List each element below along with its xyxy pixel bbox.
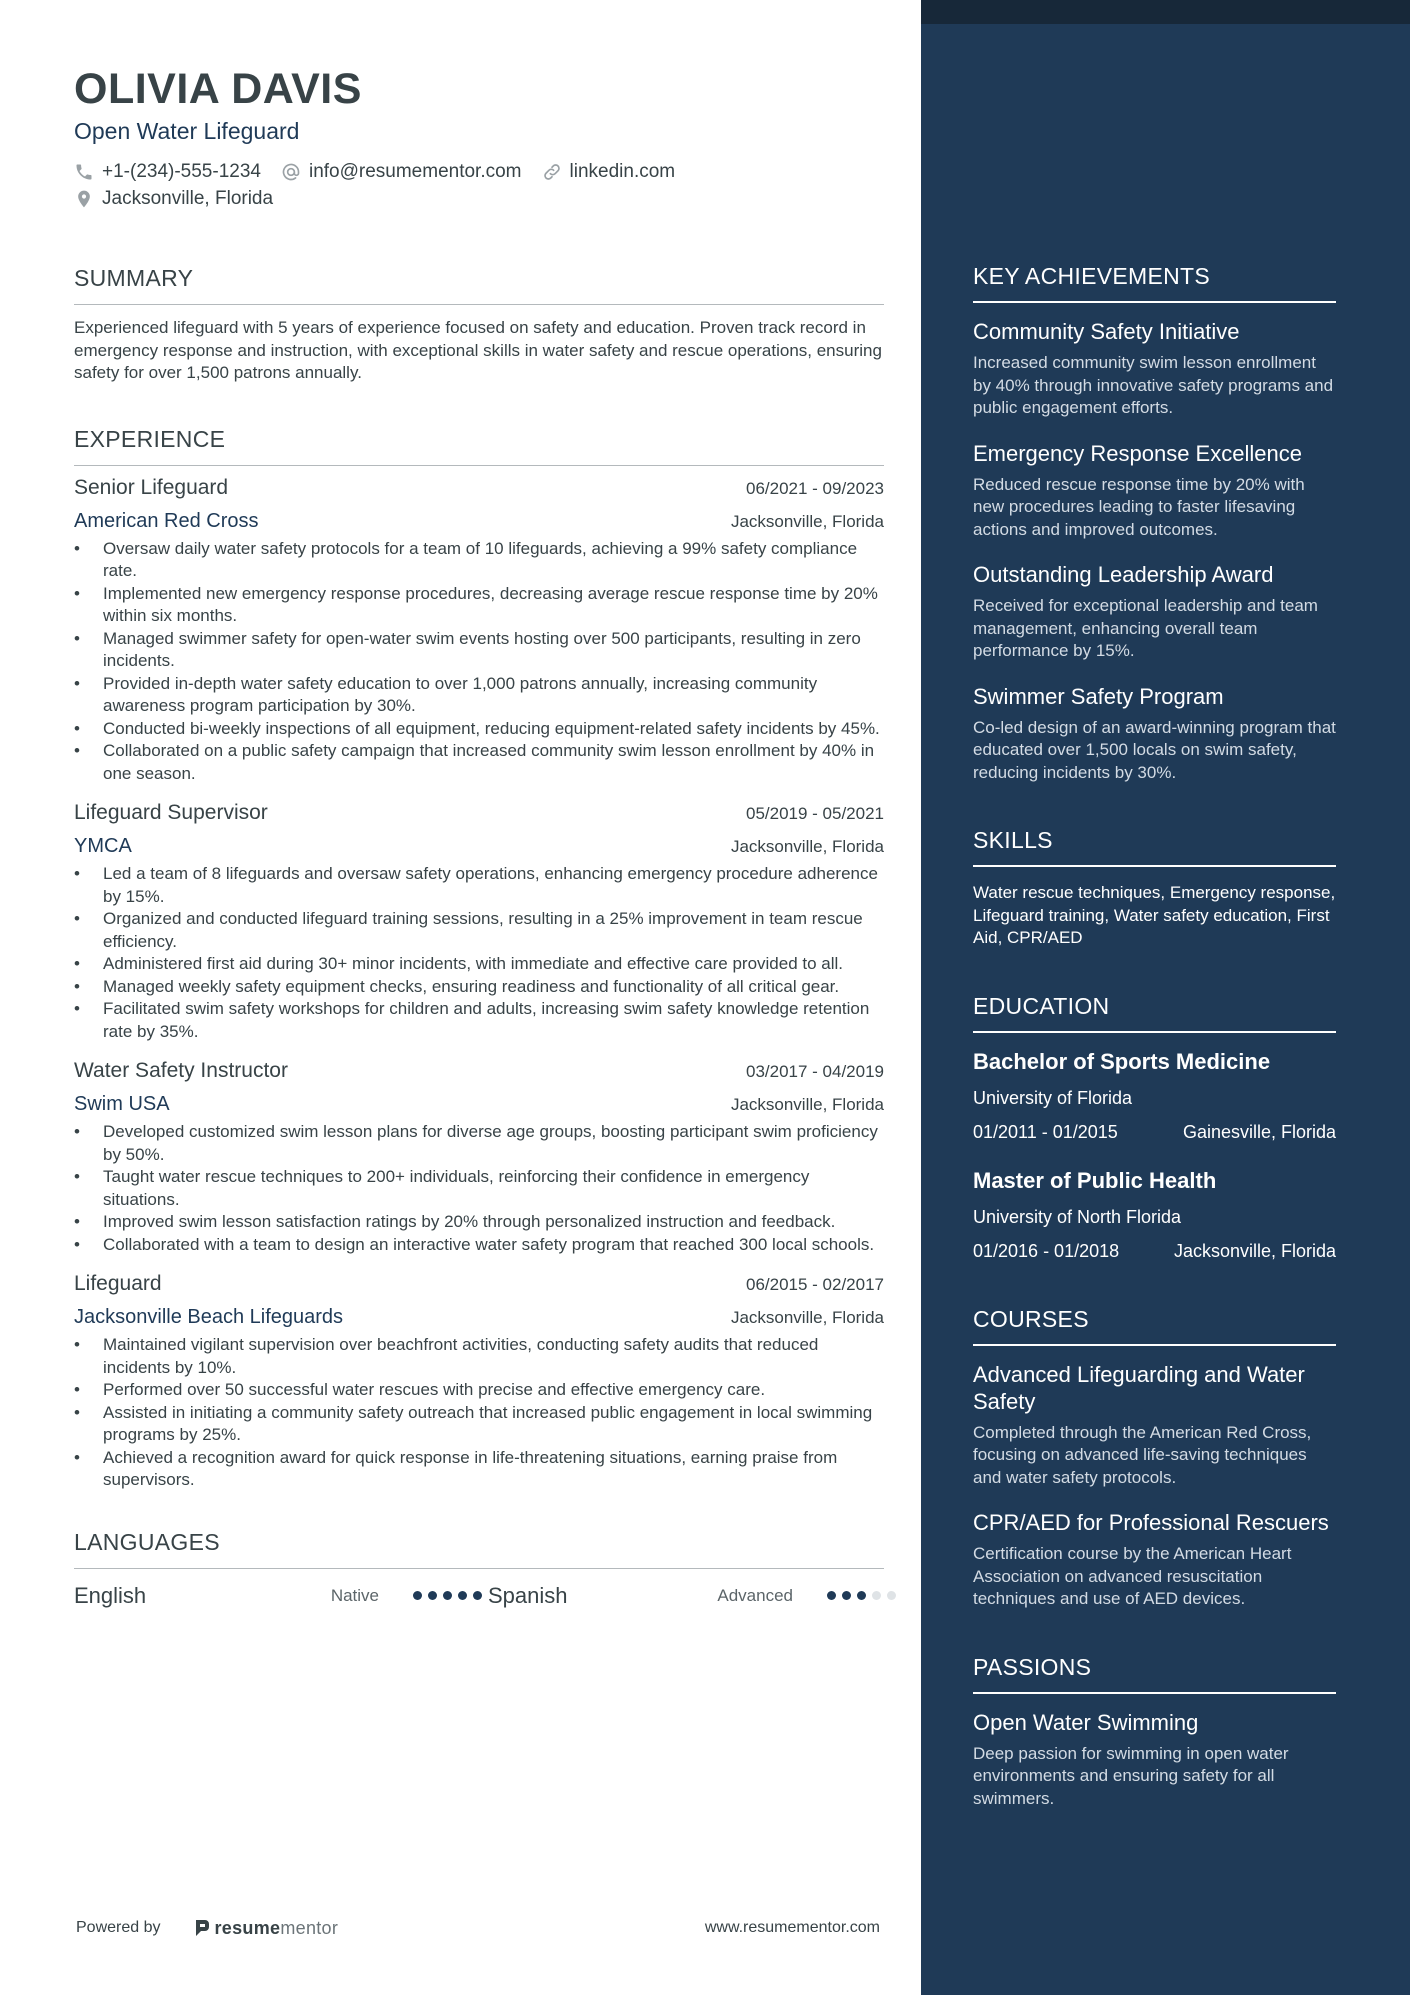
job-company: Jacksonville Beach Lifeguards xyxy=(74,1306,344,1328)
proficiency-dot-filled xyxy=(827,1591,836,1600)
education-item xyxy=(973,1167,1336,1263)
powered-by-label: Powered by xyxy=(76,1919,161,1936)
skills-heading: SKILLS xyxy=(973,826,1336,867)
job-bullet: • Maintained vigilant supervision over beachfront activities, conducting safety audits that reduced incidents by 10%. xyxy=(74,1334,884,1379)
education-dates: 01/2011 - 01/2015 xyxy=(973,1121,1118,1142)
job-role: Senior Lifeguard xyxy=(74,475,229,499)
job-bullet: • Taught water rescue techniques to 200+ individuals, reinforcing their confidence in emergency situations. xyxy=(74,1166,884,1211)
job-bullet: • Managed weekly safety equipment checks, ensuring readiness and functionality of all critical gear. xyxy=(74,976,884,999)
experience-section xyxy=(74,425,884,1492)
job-dates: 06/2021 - 09/2023 xyxy=(745,478,884,498)
language-item xyxy=(74,1583,488,1609)
job-bullet: • Led a team of 8 lifeguards and oversaw safety operations, enhancing emergency procedure adherence by 15%. xyxy=(74,863,884,908)
contact-location-text: Jacksonville, Florida xyxy=(102,188,274,209)
job-entry xyxy=(74,1270,884,1492)
proficiency-dot-filled xyxy=(857,1591,866,1600)
skills-section xyxy=(973,826,1336,950)
proficiency-dot-filled xyxy=(428,1591,437,1600)
education-heading: EDUCATION xyxy=(973,992,1336,1033)
job-location: Jacksonville, Florida xyxy=(730,1095,884,1114)
main-column xyxy=(74,64,884,1611)
job-bullet: • Collaborated with a team to design an interactive water safety program that reached 300 local schools. xyxy=(74,1234,884,1257)
proficiency-dot-empty xyxy=(887,1591,896,1600)
job-bullet: • Organized and conducted lifeguard training sessions, resulting in a 25% improvement in team rescue efficiency. xyxy=(74,908,884,953)
job-company: American Red Cross xyxy=(74,509,259,532)
course-desc: Certification course by the American Heart Association on advanced resuscitation techniques and use of AED devices. xyxy=(973,1544,1292,1608)
contact-linkedin[interactable] xyxy=(542,158,676,185)
achievements-heading: KEY ACHIEVEMENTS xyxy=(973,262,1336,303)
location-pin-icon xyxy=(74,189,94,209)
proficiency-dot-filled xyxy=(443,1591,452,1600)
sidebar-top-band xyxy=(921,0,1410,24)
summary-heading: SUMMARY xyxy=(74,264,884,305)
summary-section xyxy=(74,264,884,385)
education-school: University of North Florida xyxy=(973,1206,1182,1227)
job-company: YMCA xyxy=(74,835,132,857)
education-school: University of Florida xyxy=(973,1087,1133,1108)
course-title: Advanced Lifeguarding and Water Safety xyxy=(973,1361,1305,1414)
job-entry xyxy=(74,799,884,1043)
job-bullet: • Assisted in initiating a community safety outreach that increased public engagement in local swimming programs by 25%. xyxy=(74,1402,884,1447)
education-item xyxy=(973,1048,1336,1144)
website-link[interactable]: www.resumementor.com xyxy=(704,1919,880,1936)
footer xyxy=(76,1913,880,1943)
skills-text: Water rescue techniques, Emergency response, Lifeguard training, Water safety education, First Aid, CPR/AED xyxy=(973,883,1336,947)
job-bullet: • Achieved a recognition award for quick response in life-threatening situations, earning praise from supervisors. xyxy=(74,1447,884,1492)
achievement-desc: Received for exceptional leadership and team management, enhancing overall team performance by 15%. xyxy=(973,596,1318,660)
language-name: English xyxy=(74,1582,147,1608)
job-dates: 06/2015 - 02/2017 xyxy=(745,1275,884,1294)
achievement-item xyxy=(973,440,1336,542)
passions-heading: PASSIONS xyxy=(973,1653,1336,1694)
language-item xyxy=(488,1583,902,1609)
proficiency-dot-filled xyxy=(842,1591,851,1600)
job-role: Water Safety Instructor xyxy=(74,1059,288,1082)
education-location: Gainesville, Florida xyxy=(1182,1121,1336,1142)
brand-logo[interactable] xyxy=(193,1918,339,1939)
contact-list xyxy=(74,158,774,212)
brand-light: mentor xyxy=(280,1917,339,1938)
course-item xyxy=(973,1509,1336,1611)
achievements-section xyxy=(973,262,1336,784)
job-bullets xyxy=(74,1121,884,1256)
candidate-title: Open Water Lifeguard xyxy=(74,118,300,144)
at-icon xyxy=(281,162,301,182)
job-entry xyxy=(74,1057,884,1256)
education-location: Jacksonville, Florida xyxy=(1173,1240,1336,1261)
candidate-name: OLIVIA DAVIS xyxy=(74,65,362,113)
contact-phone[interactable] xyxy=(74,158,261,185)
language-level: Native xyxy=(330,1585,379,1605)
job-company: Swim USA xyxy=(74,1093,170,1115)
job-location: Jacksonville, Florida xyxy=(730,1308,884,1327)
contact-email-text: info@resumementor.com xyxy=(308,161,522,182)
languages-section xyxy=(74,1528,884,1611)
job-bullet: • Facilitated swim safety workshops for children and adults, increasing swim safety knowledge retention rate by 35%. xyxy=(74,998,884,1043)
passion-desc: Deep passion for swimming in open water environments and ensuring safety for all swimmers. xyxy=(973,1743,1289,1808)
job-bullet: • Performed over 50 successful water rescues with precise and effective emergency care. xyxy=(74,1379,884,1402)
proficiency-dot-empty xyxy=(872,1591,881,1600)
course-item xyxy=(973,1361,1336,1490)
job-bullet: • Improved swim lesson satisfaction ratings by 20% through personalized instruction and feedback. xyxy=(74,1211,884,1234)
passion-title: Open Water Swimming xyxy=(973,1709,1199,1735)
job-bullet: • Implemented new emergency response procedures, decreasing average rescue response time by 20% within six months. xyxy=(74,583,884,628)
achievement-item xyxy=(973,561,1336,663)
sidebar xyxy=(921,0,1410,1995)
passion-item xyxy=(973,1709,1336,1811)
course-title: CPR/AED for Professional Rescuers xyxy=(973,1510,1329,1535)
proficiency-dot-filled xyxy=(458,1591,467,1600)
job-bullet: • Oversaw daily water safety protocols for a team of 10 lifeguards, achieving a 99% safety compliance rate. xyxy=(74,538,884,583)
job-location: Jacksonville, Florida xyxy=(730,511,884,531)
proficiency-dot-filled xyxy=(413,1591,422,1600)
job-bullets xyxy=(74,538,884,786)
education-degree: Bachelor of Sports Medicine xyxy=(973,1048,1271,1074)
achievement-item xyxy=(973,683,1336,785)
languages-row xyxy=(74,1581,884,1611)
achievement-title: Swimmer Safety Program xyxy=(973,683,1224,709)
courses-section xyxy=(973,1305,1336,1611)
experience-heading: EXPERIENCE xyxy=(74,425,884,466)
job-bullet: • Collaborated on a public safety campaign that increased community swim lesson enrollment by 40% in one season. xyxy=(74,740,884,785)
contact-phone-text: +1-(234)-555-1234 xyxy=(102,161,261,182)
powered-by xyxy=(76,1918,338,1939)
education-degree: Master of Public Health xyxy=(973,1167,1217,1193)
education-dates: 01/2016 - 01/2018 xyxy=(973,1240,1120,1261)
contact-location xyxy=(74,185,273,212)
achievement-desc: Reduced rescue response time by 20% with new procedures leading to faster lifesaving actions and improved outcomes. xyxy=(973,474,1305,539)
achievement-title: Outstanding Leadership Award xyxy=(973,562,1274,587)
contact-linkedin-text: linkedin.com xyxy=(569,161,676,182)
sidebar-content xyxy=(973,262,1336,1852)
job-dates: 05/2019 - 05/2021 xyxy=(745,804,884,823)
language-dots xyxy=(413,1591,488,1600)
brand-bold: resume xyxy=(214,1917,281,1938)
job-bullet: • Provided in-depth water safety education to over 1,000 patrons annually, increasing community awareness program participation by 30%. xyxy=(74,673,884,718)
achievement-title: Emergency Response Excellence xyxy=(973,440,1302,466)
job-location: Jacksonville, Florida xyxy=(730,837,884,856)
language-dots xyxy=(827,1591,902,1600)
job-bullet: • Administered first aid during 30+ minor incidents, with immediate and effective care provided to all. xyxy=(74,953,884,976)
job-role: Lifeguard Supervisor xyxy=(74,801,268,824)
job-bullet: • Developed customized swim lesson plans for diverse age groups, boosting participant swim proficiency by 50%. xyxy=(74,1121,884,1166)
language-name: Spanish xyxy=(488,1582,568,1608)
job-bullet: • Managed swimmer safety for open-water swim events hosting over 500 participants, resulting in zero incidents. xyxy=(74,628,884,673)
language-level: Advanced xyxy=(717,1585,793,1605)
job-role: Lifeguard xyxy=(74,1272,162,1295)
proficiency-dot-filled xyxy=(473,1591,482,1600)
achievement-item xyxy=(973,318,1336,420)
contact-email[interactable] xyxy=(281,158,522,185)
passions-section xyxy=(973,1653,1336,1811)
job-bullets xyxy=(74,1334,884,1492)
achievement-desc: Increased community swim lesson enrollment by 40% through innovative safety programs and public engagement efforts. xyxy=(973,353,1334,417)
job-bullet: • Conducted bi-weekly inspections of all equipment, reducing equipment-related safety incidents by 45%. xyxy=(74,718,884,741)
job-dates: 03/2017 - 04/2019 xyxy=(745,1062,884,1081)
education-section xyxy=(973,992,1336,1263)
phone-icon xyxy=(74,162,94,182)
achievement-desc: Co-led design of an award-winning program that educated over 1,500 locals on swim safety, reducing incidents by 30%. xyxy=(973,717,1336,782)
courses-heading: COURSES xyxy=(973,1305,1336,1346)
link-icon xyxy=(542,162,562,182)
languages-heading: LANGUAGES xyxy=(74,1528,884,1569)
job-bullets xyxy=(74,863,884,1043)
job-entry xyxy=(74,474,884,786)
course-desc: Completed through the American Red Cross, focusing on advanced life-saving techniques and water safety protocols. xyxy=(973,1422,1312,1487)
summary-text: Experienced lifeguard with 5 years of experience focused on safety and education. Proven track record in emergency response and instruction, with exceptional skills in water safety and rescue operations, ensuring safety for over 1,500 patrons annually. xyxy=(74,318,882,382)
achievement-title: Community Safety Initiative xyxy=(973,319,1240,344)
resumementor-logo-icon xyxy=(193,1918,211,1938)
